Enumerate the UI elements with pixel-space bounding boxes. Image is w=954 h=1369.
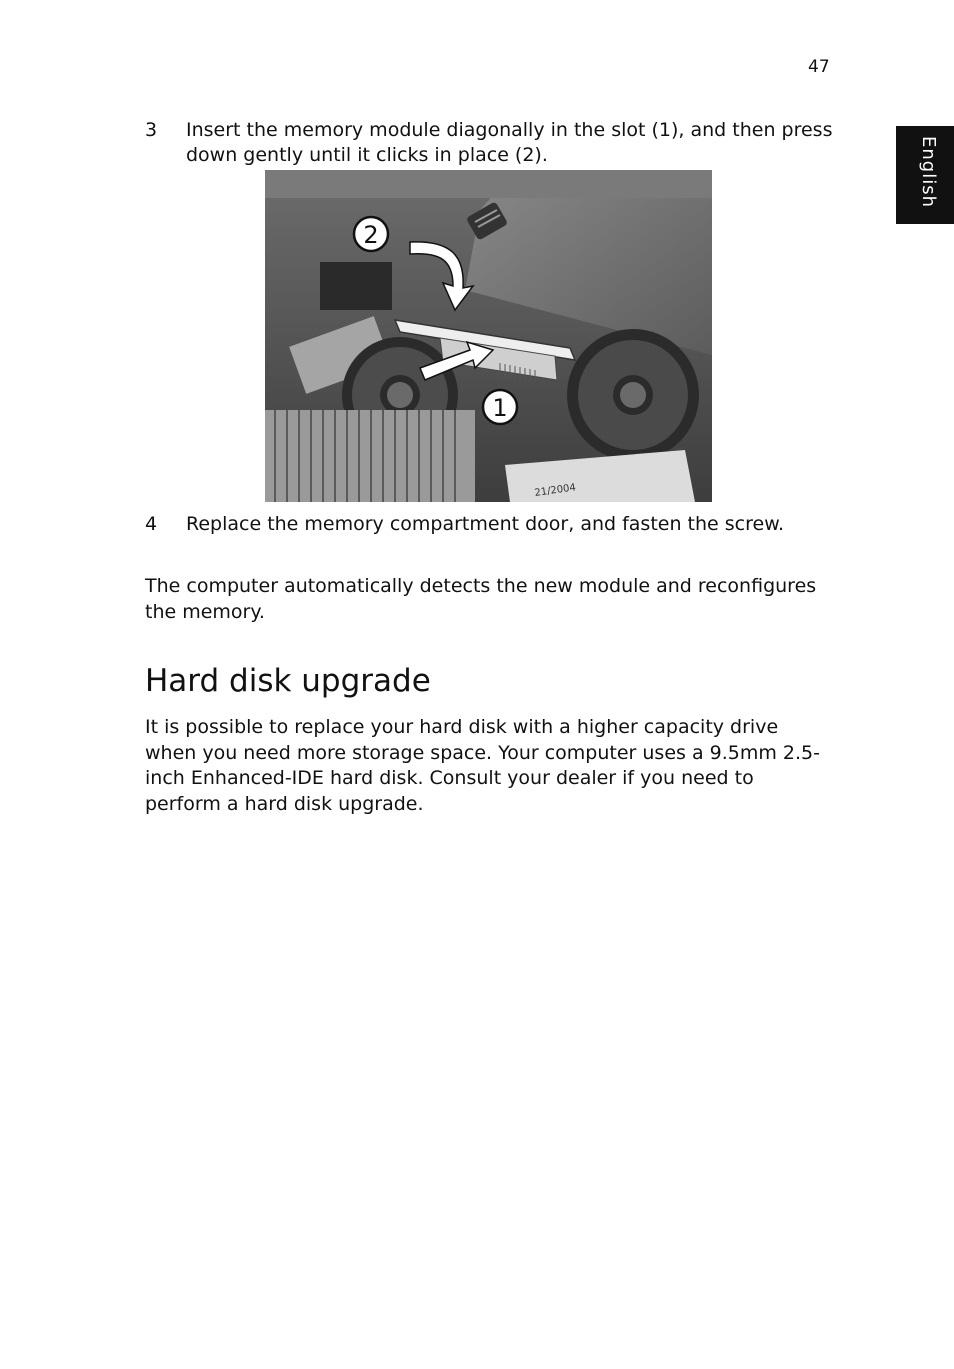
dark-block xyxy=(320,262,392,310)
section-heading: Hard disk upgrade xyxy=(145,663,431,699)
svg-text:21/2004: 21/2004 xyxy=(533,482,577,499)
language-tab-label: English xyxy=(918,136,939,208)
laptop-lid-edge xyxy=(265,170,712,198)
step-number: 3 xyxy=(145,119,158,141)
callout-2 xyxy=(354,217,388,251)
step-number: 4 xyxy=(145,513,158,535)
heatsink-fins xyxy=(265,410,475,502)
language-tab xyxy=(896,126,954,224)
svg-text:1: 1 xyxy=(492,394,508,422)
page-number: 47 xyxy=(808,57,830,77)
callout-1 xyxy=(483,390,517,424)
step-text: Insert the memory module diagonally in the slot (1), and then press down gently until it clicks in place (2). xyxy=(186,119,833,166)
svg-text:2: 2 xyxy=(363,221,379,249)
fan-right xyxy=(567,329,699,461)
detect-paragraph: The computer automatically detects the new module and reconfigures the memory. xyxy=(145,575,817,623)
step-text: Replace the memory compartment door, and fasten the screw. xyxy=(186,513,785,535)
memory-install-photo xyxy=(265,170,712,502)
section-body: It is possible to replace your hard disk with a higher capacity drive when you need more storage space. Your computer uses a 9.5mm 2.5-inch Enhanced-IDE hard disk. Consult your dealer if you need to perform a hard disk upgrade. xyxy=(145,716,820,815)
